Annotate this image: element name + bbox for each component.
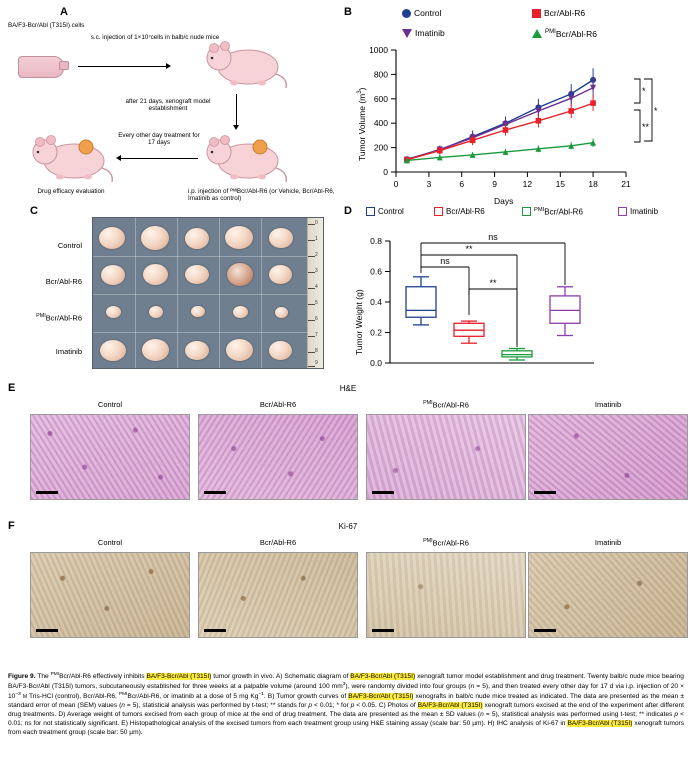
panel-c-row-label-control: Control	[57, 241, 82, 250]
legend-marker-triangle-up-icon	[532, 29, 542, 38]
cell-culture-flask-icon	[18, 56, 64, 78]
svg-text:0.8: 0.8	[370, 236, 382, 246]
svg-text:1000: 1000	[369, 45, 388, 55]
panel-e	[8, 382, 688, 522]
panel-f-stain-title: Ki-67	[338, 522, 358, 531]
panel-d-ylabel: Tumor Weight (g)	[354, 289, 364, 355]
panel-c-row-label-pmi-bcrabl-r6: $^{PMI}$Bcr/Abl-R6	[36, 313, 82, 323]
legend-label-imatinib: Imatinib	[415, 28, 445, 38]
legend-label-bcrabl-r6: Bcr/Abl-R6	[544, 8, 586, 18]
svg-text:200: 200	[373, 142, 388, 153]
panel-a-letter: A	[60, 6, 68, 18]
panel-c-row-label-imatinib: Imatinib	[55, 347, 82, 356]
scale-bar	[204, 629, 226, 632]
legend-d-item-imatinib	[618, 207, 658, 216]
mouse-illustration-3	[30, 130, 116, 186]
scale-bar	[36, 629, 58, 632]
svg-text:0.4: 0.4	[370, 297, 382, 307]
caption-highlight-1: BA/F3-Bcr/Abl (T315I)	[146, 673, 212, 681]
he-image-control	[30, 414, 190, 500]
legend-item-imatinib	[402, 28, 445, 38]
legend-swatch-imatinib-icon	[618, 207, 627, 216]
panel-a-step3: Every other day treatment for 17 days	[118, 132, 200, 147]
legend-item-pmi-bcrabl-r6	[532, 28, 597, 39]
caption-highlight-2: BA/F3-Bcr/Abl (T315I)	[350, 673, 416, 681]
legend-swatch-pmi-icon	[522, 207, 531, 216]
excised-tumor-photo	[92, 217, 324, 369]
legend-d-label-pmi: $^{PMI}$Bcr/Abl-R6	[534, 207, 583, 217]
arrowhead-injection	[166, 63, 171, 69]
ki67-image-control	[30, 552, 190, 638]
arrow-treatment	[120, 158, 198, 159]
panel-b-ylabel: Tumor Volume $(m^3)$	[356, 87, 367, 161]
panel-b-letter: B	[344, 6, 352, 18]
panel-c-letter: C	[30, 205, 38, 217]
panel-e-col-imatinib: Imatinib	[594, 400, 622, 409]
figure-caption: Figure 9. The $^{PMI}$Bcr/Abl-R6 effectively inhibits BA/F3-Bcr/Abl (T315I) tumor growth in vivo. A) Schematic diagram of BA/F3-Bcr/Abl (T315I) xenograft tumor model establishment and drug treatment. Twenty balb/c nude mice bearing BA/F3-Bcr/Abl (T315I) tumors, subcutaneously established for three weeks at a palpable volume (around 100 $mm^3$), were randomly divided into four groups (n = 5), and then treated every other day for 17 d via i.p. injection of $20 \times 10^{-3}$ m Tris-HCl (control), Bcr/Abl-R6, $^{PMI}$Bcr/Abl-R6, or imatinib at a dose of 5 mg $Kg^{-1}$. B) Tumor growth curves of BA/F3-Bcr/Abl (T315I) xenografts in balb/c nude mice treated as indicated. The data are presented as the mean ± standard error of mean (SEM) values (n = 5), statistical analysis was performed by t-test; ** stands for p < 0.01; * for p < 0.05. C) Photos of BA/F3-Bcr/Abl (T315I) xenograft tumors excised at the end of the experiment after different drug treatments. D) Average weight of tumors excised from each group of mice at the end of drug treatment. The data are presented as the mean ± SD values (n = 5), statistical analysis was performed using t-test; ** indicates p < 0.01; ns for not statistically significant. E) Histopathological analysis of the excised tumors from each treatment group using H&E staining assay (scale bar: 50 µm). H) IHC analysis of Ki-67 in BA/F3-Bcr/Abl (T315I) xenograft tumors from each treatment group (scale bar: 50 µm).	[8, 672, 685, 737]
legend-label-control: Control	[414, 8, 442, 18]
svg-text:0.0: 0.0	[370, 358, 382, 368]
caption-highlight-5: BA/F3-Bcr/Abl (T315I)	[567, 720, 633, 728]
caption-highlight-4: BA/F3-Bcr/Abl (T315I)	[417, 702, 483, 710]
legend-d-label-bcrabl-r6: Bcr/Abl-R6	[446, 207, 485, 216]
ruler-scale: 0 1 2 3 4 5 6 7 8 9	[307, 218, 323, 368]
panel-f-col-imatinib: Imatinib	[594, 538, 622, 547]
svg-text:0.2: 0.2	[370, 327, 382, 338]
scale-bar	[372, 491, 394, 494]
growth-curve-chart	[344, 42, 688, 204]
panel-c	[8, 205, 338, 377]
legend-marker-square-icon	[532, 9, 541, 18]
svg-text:15: 15	[555, 179, 566, 189]
panel-d-annotation-ns-1: ns	[440, 256, 450, 266]
legend-label-pmi-bcrabl-r6: $^{PMI}$Bcr/Abl-R6	[545, 28, 597, 39]
panel-e-col-bcrabl-r6: Bcr/Abl-R6	[259, 400, 297, 409]
legend-d-item-control	[366, 207, 404, 216]
panel-d-annotation-sig-1: **	[465, 244, 473, 254]
legend-d-label-imatinib: Imatinib	[630, 207, 659, 216]
svg-text:**: **	[642, 122, 650, 132]
panel-d-annotation-sig-2: **	[489, 278, 497, 288]
svg-text:6: 6	[459, 179, 465, 189]
arrow-injection	[78, 66, 168, 67]
panel-a-title: BA/F3-Bcr/Abl (T315I) cells	[8, 22, 85, 29]
panel-a	[8, 6, 338, 202]
legend-item-bcrabl-r6	[532, 8, 585, 18]
panel-a-step4: i.p. injection of ᴾᴹᴵBcr/Abl-R6 (or Vehicle, Bcr/Abl-R6, Imatinib as control)	[188, 188, 335, 203]
panel-f-letter: F	[8, 520, 15, 532]
svg-text:*: *	[654, 106, 658, 116]
svg-text:18: 18	[588, 179, 598, 189]
svg-text:0: 0	[393, 179, 399, 189]
panel-a-step5: Drug efficacy evaluation	[37, 188, 105, 195]
panel-a-step1: s.c. injection of 1×10⁷cells in balb/c nude mice	[90, 34, 220, 41]
panel-f	[8, 520, 688, 665]
panel-a-step2: after 21 days, xenograft model establishment	[125, 98, 211, 113]
scale-bar	[204, 491, 226, 494]
arrow-model-establishment	[236, 94, 237, 128]
scale-bar	[534, 629, 556, 632]
mouse-illustration-1	[204, 36, 290, 92]
caption-highlight-3: BA/F3-Bcr/Abl (T315I)	[348, 693, 414, 701]
svg-text:12: 12	[522, 179, 533, 189]
panel-e-letter: E	[8, 382, 16, 394]
svg-text:400: 400	[373, 118, 388, 129]
panel-d-letter: D	[344, 205, 352, 217]
ki67-image-imatinib	[528, 552, 688, 638]
tumor-weight-box-chart	[344, 227, 688, 377]
svg-text:9: 9	[492, 179, 497, 189]
scale-bar	[534, 491, 556, 494]
panel-e-stain-title: H&E	[339, 384, 357, 393]
panel-e-col-control: Control	[97, 400, 123, 409]
legend-item-control	[402, 8, 441, 18]
scale-bar	[372, 629, 394, 632]
legend-d-item-pmi	[522, 207, 583, 217]
ki67-image-bcrabl-r6	[198, 552, 358, 638]
panel-b-xlabel: Days	[494, 196, 514, 206]
svg-text:21: 21	[621, 179, 631, 189]
svg-text:800: 800	[373, 69, 388, 80]
legend-swatch-bcrabl-r6-icon	[434, 207, 443, 216]
svg-text:*: *	[642, 86, 646, 96]
panel-d-annotation-ns-2: ns	[488, 232, 498, 242]
panel-d	[344, 205, 688, 377]
panel-f-col-bcrabl-r6: Bcr/Abl-R6	[259, 538, 297, 547]
mouse-illustration-2	[204, 130, 290, 186]
ki67-image-pmi	[366, 552, 526, 638]
panel-b	[344, 6, 688, 206]
svg-text:0.6: 0.6	[370, 266, 382, 277]
legend-marker-triangle-down-icon	[402, 29, 412, 38]
scale-bar	[36, 491, 58, 494]
panel-f-col-control: Control	[97, 538, 123, 547]
figure-number: Figure 9.	[8, 673, 36, 681]
legend-d-label-control: Control	[378, 207, 404, 216]
legend-marker-circle-icon	[402, 9, 411, 18]
legend-swatch-control-icon	[366, 207, 375, 216]
he-image-imatinib	[528, 414, 688, 500]
svg-text:3: 3	[426, 179, 432, 189]
legend-d-item-bcrabl-r6	[434, 207, 485, 216]
panel-c-row-label-bcrabl-r6: Bcr/Abl-R6	[45, 277, 82, 286]
svg-text:600: 600	[373, 93, 388, 104]
he-image-bcrabl-r6	[198, 414, 358, 500]
panel-e-col-pmi: $^{PMI}$Bcr/Abl-R6	[423, 400, 469, 410]
panel-f-col-pmi: $^{PMI}$Bcr/Abl-R6	[423, 538, 469, 548]
arrowhead-treatment	[116, 155, 121, 161]
he-image-pmi	[366, 414, 526, 500]
svg-text:0: 0	[383, 167, 388, 177]
